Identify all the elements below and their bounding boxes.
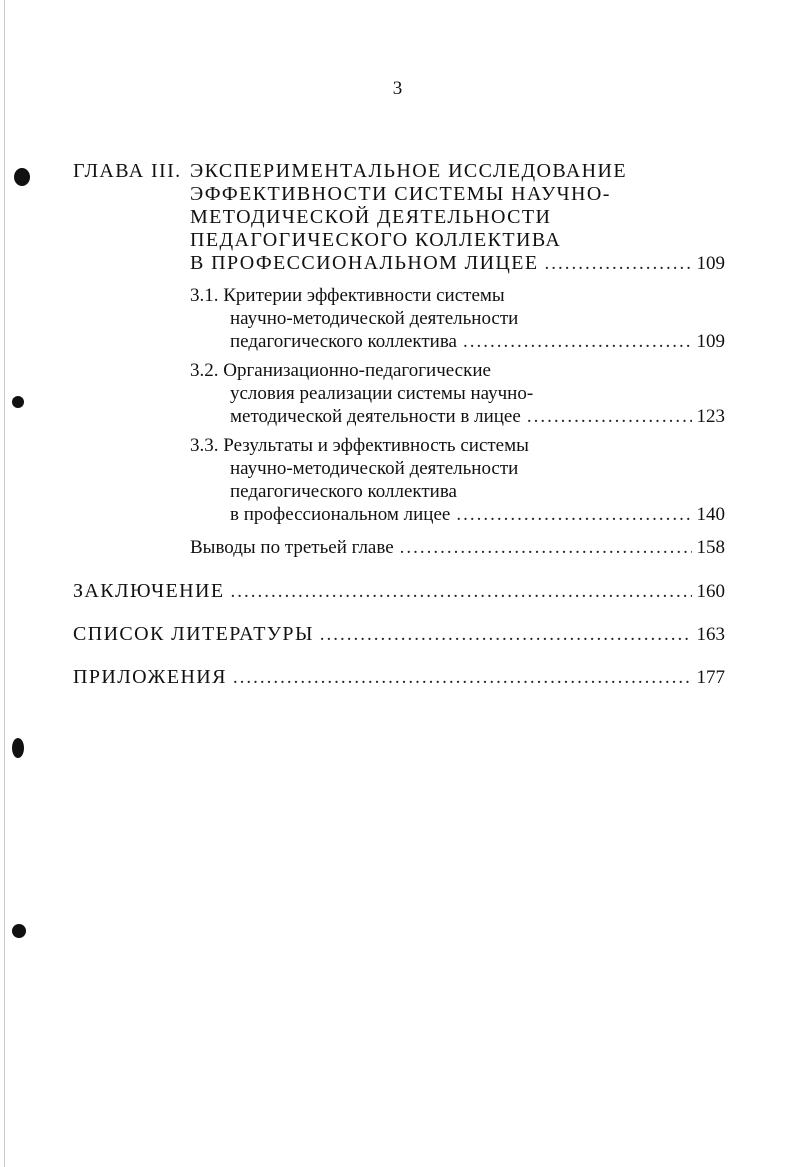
toc-entry-section-3-3[interactable] [230, 504, 725, 526]
chapter-title-line: ЭКСПЕРИМЕНТАЛЬНОЕ ИССЛЕДОВАНИЕ [190, 160, 627, 182]
entry-page: 163 [696, 624, 725, 645]
dot-leader [233, 667, 692, 689]
page-number: 3 [392, 78, 403, 99]
chapter-label: ГЛАВА III. [73, 160, 182, 182]
toc-entry-conclusion[interactable] [73, 580, 725, 603]
toc-entry-appendices[interactable] [73, 666, 725, 689]
entry-title: методической деятельности в лицее [230, 406, 521, 427]
entry-title: СПИСОК ЛИТЕРАТУРЫ [73, 623, 314, 645]
chapter-title-line: ПЕДАГОГИЧЕСКОГО КОЛЛЕКТИВА [190, 229, 562, 251]
toc-entry-bibliography[interactable] [73, 623, 725, 646]
entry-page: 109 [696, 331, 725, 352]
toc-entry-section-3-2[interactable] [230, 406, 725, 428]
entry-page: 177 [696, 667, 725, 688]
entry-page: 123 [696, 406, 725, 427]
entry-title: в профессиональном лицее [230, 504, 451, 525]
toc-entry-section-3-1[interactable] [230, 331, 725, 353]
section-title-line: научно-методической деятельности [230, 308, 519, 329]
section-title-line: условия реализации системы научно- [230, 383, 534, 404]
dot-leader [545, 253, 692, 275]
entry-title: Выводы по третьей главе [190, 537, 394, 558]
entry-title: ЗАКЛЮЧЕНИЕ [73, 580, 225, 602]
entry-page: 140 [696, 504, 725, 525]
entry-title: В ПРОФЕССИОНАЛЬНОМ ЛИЦЕЕ [190, 252, 539, 274]
entry-page: 160 [696, 581, 725, 602]
entry-title: педагогического коллектива [230, 331, 457, 352]
entry-page: 158 [696, 537, 725, 558]
chapter-title-line: ЭФФЕКТИВНОСТИ СИСТЕМЫ НАУЧНО- [190, 183, 611, 205]
section-title-line: 3.2. Организационно-педагогические [190, 360, 491, 381]
entry-page: 109 [696, 253, 725, 274]
section-title-line: 3.3. Результаты и эффективность системы [190, 435, 529, 456]
dot-leader [230, 581, 691, 603]
entry-title: ПРИЛОЖЕНИЯ [73, 666, 227, 688]
section-title-line: научно-методической деятельности [230, 458, 519, 479]
dot-leader [320, 624, 692, 646]
toc-entry-conclusions[interactable] [190, 537, 725, 559]
toc-entry-chapter-3[interactable] [190, 252, 725, 275]
dot-leader [400, 537, 692, 559]
dot-leader [527, 406, 692, 428]
section-title-line: педагогического коллектива [230, 481, 457, 502]
chapter-title-line: МЕТОДИЧЕСКОЙ ДЕЯТЕЛЬНОСТИ [190, 206, 552, 228]
dot-leader [456, 504, 691, 526]
dot-leader [463, 331, 692, 353]
section-title-line: 3.1. Критерии эффективности системы [190, 285, 505, 306]
